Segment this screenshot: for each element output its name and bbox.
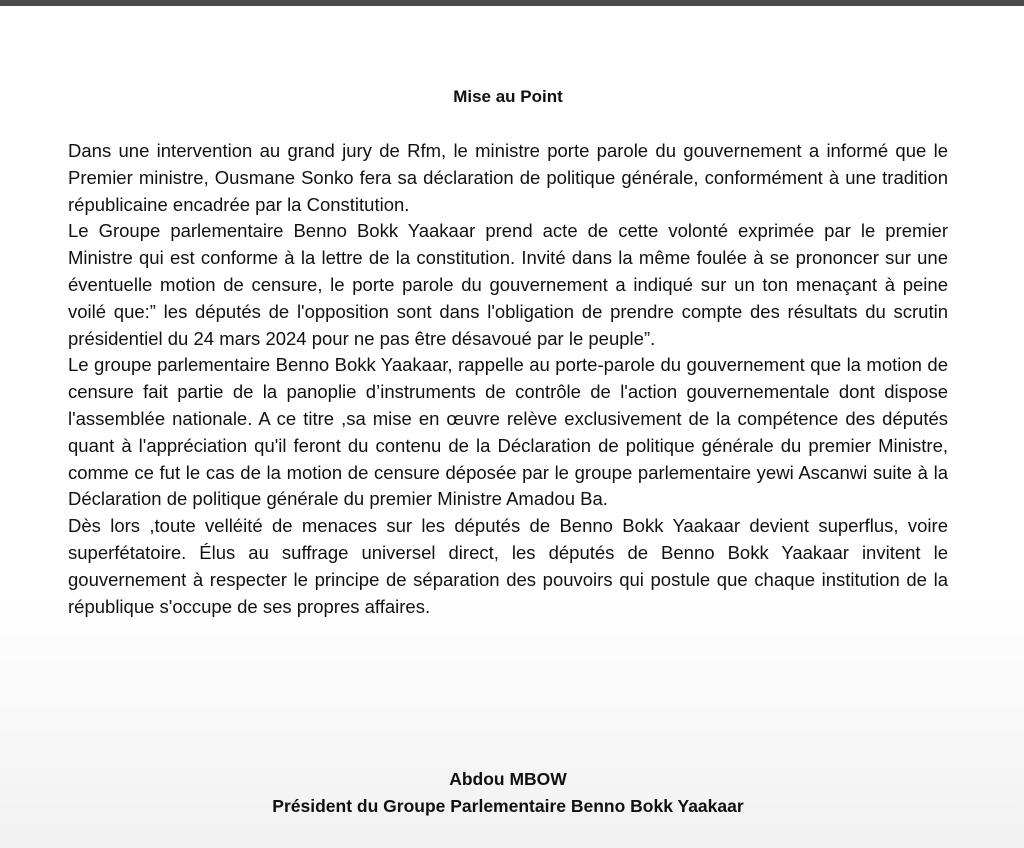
paragraph-1: Dans une intervention au grand jury de Rfm, le ministre porte parole du gouvernement a informé que le Premier ministre, Ousmane Sonko fera sa déclaration de politique générale, conformément à une tradition républicaine encadrée par la Constitution. <box>68 140 948 215</box>
document-page <box>68 86 948 816</box>
top-border <box>0 0 1024 6</box>
signature-name: Abdou MBOW <box>449 769 567 789</box>
paragraph-3: Le groupe parlementaire Benno Bokk Yaakaar, rappelle au porte-parole du gouvernement que la motion de censure fait partie de la panoplie d’instruments de contrôle de l'action gouvernementale dont dispose l'assemblée nationale. A ce titre ,sa mise en œuvre relève exclusivement de la compétence des députés quant à l'appréciation qu'il feront du contenu de la Déclaration de politique générale du premier Ministre, comme ce fut le cas de la motion de censure déposée par le groupe parlementaire yewi Ascanwi suite à la Déclaration de politique générale du premier Ministre Amadou Ba. <box>68 354 948 510</box>
paragraph-2: Le Groupe parlementaire Benno Bokk Yaakaar prend acte de cette volonté exprimée par le premier Ministre qui est conforme à la lettre de la constitution. Invité dans la même foulée à se prononcer sur une éventuelle motion de censure, le porte parole du gouvernement a indiqué sur un ton menaçant à peine voilé que:” les députés de l'opposition sont dans l'obligation de prendre compte des résultats du scrutin présidentiel du 24 mars 2024 pour ne pas être désavoué par le peuple”. <box>68 220 948 349</box>
paragraph-4: Dès lors ,toute velléité de menaces sur les députés de Benno Bokk Yaakaar devient superflus, voire superfétatoire. Élus au suffrage universel direct, les députés de Benno Bokk Yaakaar invitent le gouvernement à respecter le principe de séparation des pouvoirs qui postule que chaque institution de la république s'occupe de ses propres affaires. <box>68 515 948 617</box>
document-title: Mise au Point <box>453 87 563 106</box>
signature-block <box>68 766 948 820</box>
signature-role: Président du Groupe Parlementaire Benno Bokk Yaakaar <box>272 796 744 816</box>
document-body <box>68 138 948 620</box>
